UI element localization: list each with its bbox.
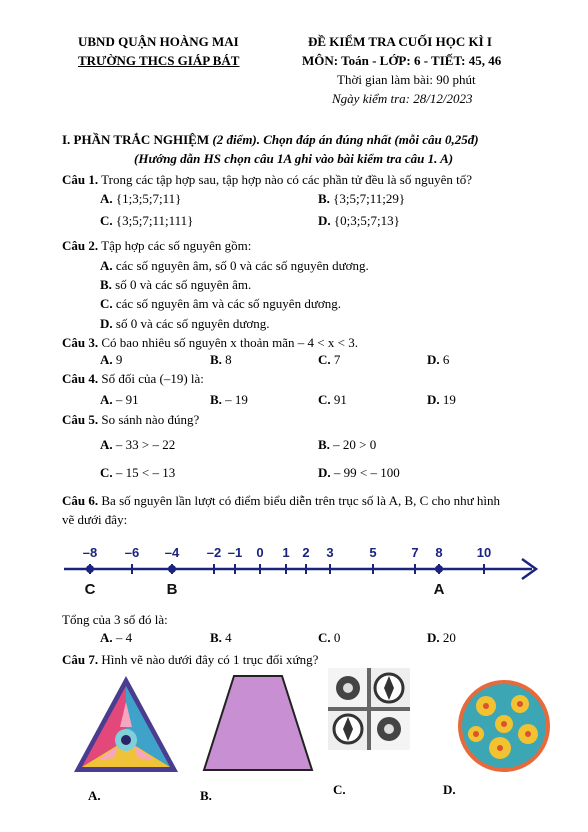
q4-option-d: [427, 392, 456, 408]
q5-option-a: [100, 437, 175, 453]
option-key: B.: [210, 392, 222, 407]
q7-label-b: B.: [200, 788, 212, 803]
number-line-tick-label: 10: [476, 545, 492, 560]
q4-option-a: [100, 392, 139, 408]
q7-label-d: D.: [443, 782, 456, 797]
number-line-point-label: A: [433, 581, 445, 598]
option-value: 19: [439, 392, 456, 407]
question-label: Câu 1.: [62, 172, 99, 187]
question-text: Ba số nguyên lần lượt có điểm biểu diễn trên trục số là A, B, C cho như hình: [98, 493, 501, 508]
question-5: [62, 412, 199, 428]
option-key: C.: [100, 465, 113, 480]
option-key: D.: [427, 392, 440, 407]
option-key: C.: [318, 630, 331, 645]
question-text: Hình vẽ nào dưới đây có 1 trục đối xứng?: [98, 652, 319, 667]
question-2: [62, 238, 251, 254]
option-key: C.: [318, 392, 331, 407]
option-key: D.: [427, 352, 440, 367]
option-value: – 20 > 0: [329, 437, 377, 452]
header-duration: Thời gian làm bài: 90 phút: [337, 72, 476, 87]
question-text: So sánh nào đúng?: [98, 412, 200, 427]
option-key: D.: [318, 213, 331, 228]
section-title-note: (2 điểm). Chọn đáp án đúng nhất (mỗi câu 0,25đ): [212, 132, 479, 147]
question-label: Câu 2.: [62, 238, 99, 253]
q3-option-d: [427, 352, 449, 368]
q6-option-a: [100, 630, 132, 646]
number-line-point: [435, 565, 443, 573]
number-line-tick-label: 5: [369, 545, 377, 560]
q5-option-b: [318, 437, 376, 453]
option-value: 20: [439, 630, 456, 645]
option-value: 7: [330, 352, 341, 367]
q3-option-b: [210, 352, 232, 368]
option-value: {3;5;7;11;29}: [333, 191, 406, 206]
question-7: [62, 652, 318, 668]
q3-option-a: [100, 352, 122, 368]
q6-option-d: [427, 630, 456, 646]
option-value: số 0 và các số nguyên dương.: [112, 316, 270, 331]
option-key: D.: [318, 465, 331, 480]
number-line-tick-label: 1: [282, 545, 290, 560]
option-value: 8: [221, 352, 232, 367]
section-guide: (Hướng dẫn HS chọn câu 1A ghi vào bài kiểm tra câu 1. A): [134, 151, 454, 166]
option-value: – 15 < – 13: [112, 465, 176, 480]
q2-option-b: [100, 277, 251, 293]
q6-option-b: [210, 630, 232, 646]
figure-tile-pattern: [328, 668, 410, 750]
question-label: Câu 5.: [62, 412, 99, 427]
question-label: Câu 6.: [62, 493, 99, 508]
option-key: B.: [210, 352, 222, 367]
option-key: D.: [100, 316, 113, 331]
question-text: Số đối của (–19) là:: [98, 371, 204, 386]
header-school: TRƯỜNG THCS GIÁP BÁT: [78, 53, 240, 68]
number-line-tick-label: –8: [82, 545, 98, 560]
question-text: Trong các tập hợp sau, tập hợp nào có các phần tử đều là số nguyên tố?: [98, 172, 472, 187]
option-value: các số nguyên âm, số 0 và các số nguyên dương.: [112, 258, 369, 273]
option-key: A.: [100, 630, 113, 645]
q4-option-b: [210, 392, 248, 408]
number-line-tick-label: –4: [164, 545, 180, 560]
question-1: [62, 172, 472, 188]
option-value: – 19: [221, 392, 248, 407]
figure-triangle-pattern: [70, 672, 182, 776]
option-value: – 4: [112, 630, 133, 645]
q2-option-d: [100, 316, 270, 332]
option-key: A.: [100, 352, 113, 367]
header-exam-date: Ngày kiểm tra: 28/12/2023: [332, 91, 473, 106]
q2-option-a: [100, 258, 369, 274]
option-key: B.: [100, 277, 112, 292]
figure-trapezoid: [200, 672, 316, 776]
number-line-tick-label: 0: [256, 545, 264, 560]
option-value: {3;5;7;11;111}: [115, 213, 194, 228]
number-line-tick-label: 8: [435, 545, 443, 560]
number-line-point-label: C: [84, 581, 96, 598]
option-key: B.: [210, 630, 222, 645]
option-value: 9: [112, 352, 123, 367]
q5-option-c: [100, 465, 175, 481]
option-value: các số nguyên âm và các số nguyên dương.: [112, 296, 341, 311]
section-title-main: I. PHẦN TRẮC NGHIỆM: [62, 132, 213, 147]
q1-option-d: [318, 213, 400, 229]
option-key: B.: [318, 191, 330, 206]
number-line-point: [168, 565, 176, 573]
number-line-tick-label: 2: [302, 545, 310, 560]
option-value: 4: [221, 630, 232, 645]
question-6: [62, 493, 500, 509]
option-key: A.: [100, 437, 113, 452]
option-value: 0: [330, 630, 341, 645]
figure-circle-pattern: [456, 678, 552, 774]
option-key: A.: [100, 392, 113, 407]
option-value: 91: [330, 392, 347, 407]
q3-option-c: [318, 352, 340, 368]
number-line-tick-label: –6: [124, 545, 140, 560]
option-value: số 0 và các số nguyên âm.: [111, 277, 252, 292]
option-key: B.: [318, 437, 330, 452]
q6-option-c: [318, 630, 340, 646]
section-title: [62, 132, 479, 148]
q1-option-c: [100, 213, 193, 229]
q1-option-b: [318, 191, 405, 207]
option-key: C.: [318, 352, 331, 367]
question-label: Câu 4.: [62, 371, 99, 386]
question-text: Tập hợp các số nguyên gồm:: [98, 238, 252, 253]
number-line-tick-label: –1: [227, 545, 243, 560]
question-6-text-cont: vẽ dưới đây:: [62, 512, 128, 527]
number-line-tick-label: 3: [326, 545, 334, 560]
question-text: Có bao nhiêu số nguyên x thoản mãn – 4 < x < 3.: [98, 335, 358, 350]
q6-sum-text: Tổng của 3 số đó là:: [62, 612, 168, 627]
option-key: C.: [100, 296, 113, 311]
number-line-point: [86, 565, 94, 573]
question-label: Câu 7.: [62, 652, 99, 667]
q7-label-a: A.: [88, 788, 101, 803]
q7-label-c: C.: [333, 782, 346, 797]
option-value: – 99 < – 100: [330, 465, 400, 480]
q1-option-a: [100, 191, 181, 207]
option-value: {1;3;5;7;11}: [115, 191, 182, 206]
number-line-tick-label: 7: [411, 545, 419, 560]
number-line-figure: [60, 538, 550, 600]
option-value: – 33 > – 22: [112, 437, 176, 452]
header-exam-title: ĐỀ KIỂM TRA CUỐI HỌC KÌ I: [308, 34, 492, 49]
number-line-point-label: B: [166, 581, 178, 598]
q2-option-c: [100, 296, 341, 312]
option-key: A.: [100, 191, 113, 206]
header-district: UBND QUẬN HOÀNG MAI: [78, 34, 239, 49]
option-value: {0;3;5;7;13}: [333, 213, 400, 228]
option-key: D.: [427, 630, 440, 645]
option-value: 6: [439, 352, 450, 367]
q5-option-d: [318, 465, 400, 481]
number-line-tick-label: –2: [206, 545, 222, 560]
option-value: – 91: [112, 392, 139, 407]
question-label: Câu 3.: [62, 335, 99, 350]
question-4: [62, 371, 204, 387]
question-3: [62, 335, 358, 351]
header-subject: MÔN: Toán - LỚP: 6 - TIẾT: 45, 46: [302, 53, 502, 68]
option-key: A.: [100, 258, 113, 273]
q4-option-c: [318, 392, 347, 408]
option-key: C.: [100, 213, 113, 228]
